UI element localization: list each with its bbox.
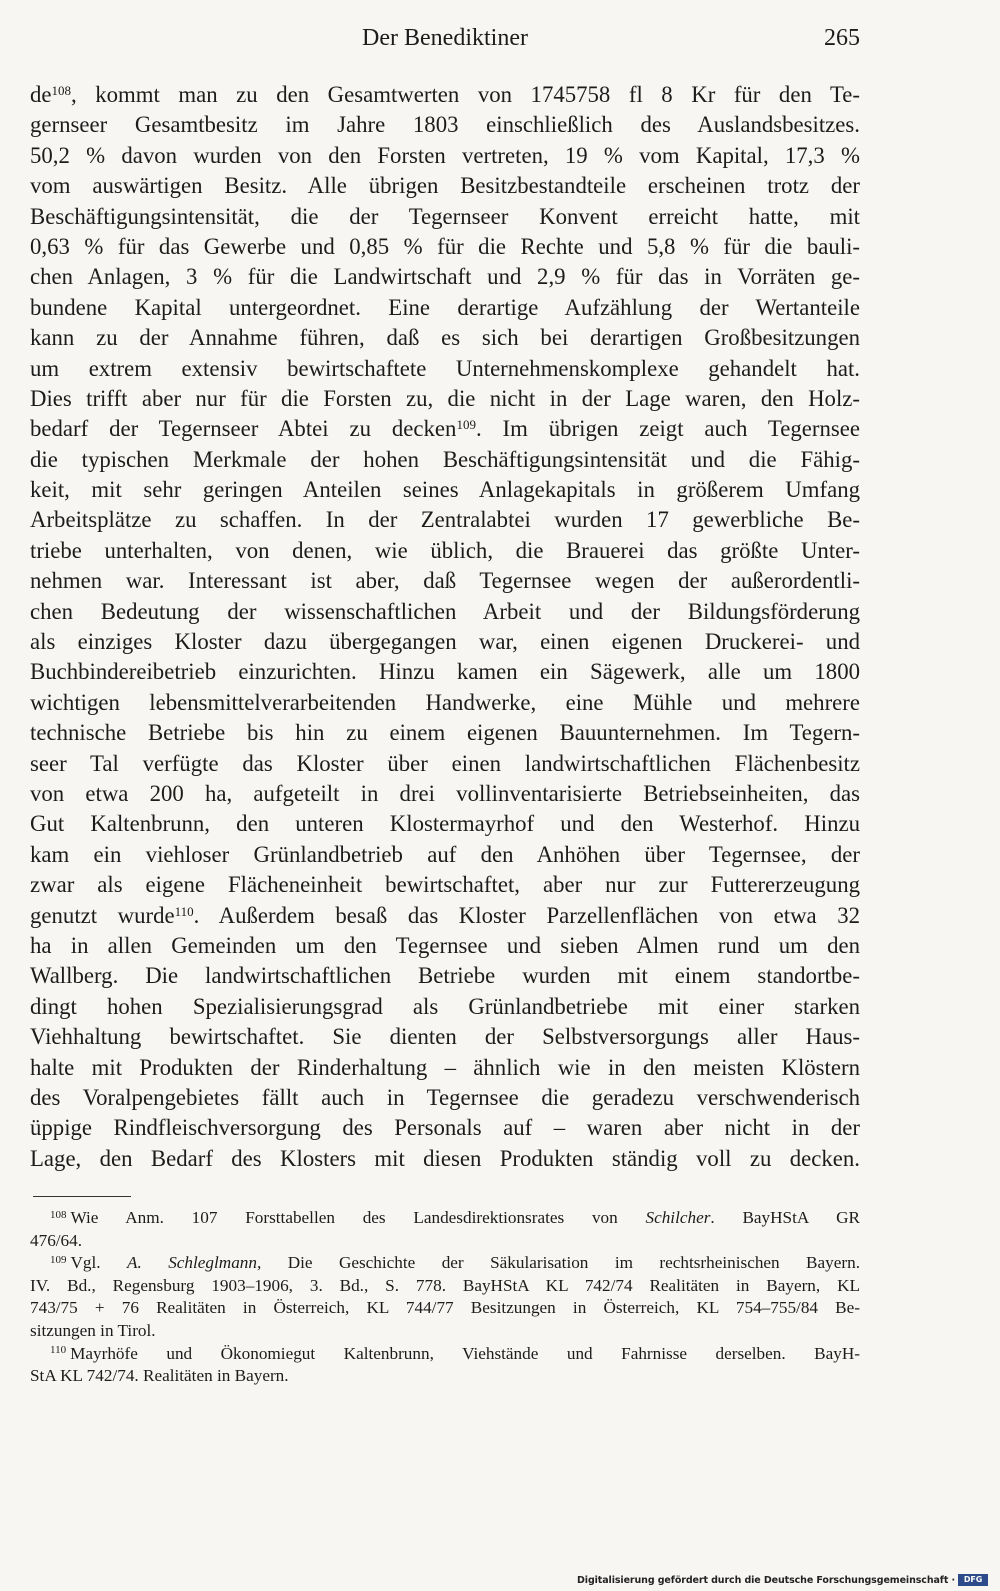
footnote-110: $^{110}$ Mayrhöfe und Ökonomiegut Kaltenbrunn, Viehstände und Fahrnisse derselben. BayH-	[50, 1343, 860, 1363]
text-line: nehmen war. Interessant ist aber, daß Tegernsee wegen der außerordentli-	[30, 568, 860, 594]
text-line: gernseer Gesamtbesitz im Jahre 1803 einschließlich des Auslandsbesitzes.	[30, 112, 860, 138]
text-line: Lage, den Bedarf des Klosters mit diesen Produkten ständig voll zu decken.	[30, 1145, 860, 1171]
text-line: als einziges Kloster dazu übergegangen war, einen eigenen Druckerei- und	[30, 629, 860, 655]
text-line: vom auswärtigen Besitz. Alle übrigen Besitzbestandteile erscheinen trotz der	[30, 173, 860, 199]
body-text	[30, 80, 860, 1174]
text-line: ha in allen Gemeinden um den Tegernsee und sieben Almen rund um den	[30, 932, 860, 958]
page-number: 265	[824, 25, 860, 51]
footnote-ref: 108	[51, 82, 72, 98]
footnote-108: $^{108}$ Wie Anm. 107 Forsttabellen des Landesdirektionsrates von Schilcher. BayHStA GR	[50, 1208, 860, 1227]
text-line: die typischen Merkmale der hohen Beschäftigungsintensität und die Fähig-	[30, 446, 860, 472]
text-line: kann zu der Annahme führen, daß es sich bei derartigen Großbesitzungen	[30, 325, 860, 351]
text-line: chen Bedeutung der wissenschaftlichen Arbeit und der Bildungsförderung	[30, 598, 860, 624]
footnotes	[30, 1207, 860, 1388]
text-line: triebe unterhalten, von denen, wie üblich, die Brauerei das größte Unter-	[30, 537, 860, 563]
digitization-credit	[577, 1573, 988, 1587]
running-title: Der Benediktiner	[362, 25, 528, 51]
footnote-line: sitzungen in Tirol.	[30, 1320, 156, 1340]
text-line: technische Betriebe bis hin zu einem eigenen Bauunternehmen. Im Tegern-	[30, 720, 860, 746]
footnote-line: 743/75 + 76 Realitäten in Österreich, KL 744/77 Besitzungen in Österreich, KL 754–755/84 Be-	[30, 1298, 860, 1318]
text-line: bundene Kapital untergeordnet. Eine derartige Aufzählung der Wertanteile	[30, 294, 860, 320]
text-line: Viehhaltung bewirtschaftet. Sie dienten der Selbstversorgungs aller Haus-	[30, 1024, 860, 1050]
text-line: Beschäftigungsintensität, die der Tegernseer Konvent erreicht hatte, mit	[30, 203, 860, 229]
text-line: zwar als eigene Flächeneinheit bewirtschaftet, aber nur zur Futtererzeugung	[30, 872, 860, 898]
text-line: $de^{108}$, kommt man zu den Gesamtwerten von 1745758 fl 8 Kr für den Te-	[30, 82, 860, 107]
footnote-line: IV. Bd., Regensburg 1903–1906, 3. Bd., S. 778. BayHStA KL 742/74 Realitäten in Bayern, KL	[30, 1275, 860, 1295]
text-line: halte mit Produkten der Rinderhaltung – ähnlich wie in den meisten Klöstern	[30, 1054, 860, 1080]
footnote-ref: 110	[174, 903, 194, 919]
footnote-109: $^{109}$ Vgl. A. Schleglmann, Die Geschichte der Säkularisation im rechtsrheinischen Bayern.	[50, 1253, 860, 1273]
text-line: dingt hohen Spezialisierungsgrad als Grünlandbetriebe mit einer starken	[30, 993, 860, 1019]
text-line: üppige Rindfleischversorgung des Personals auf – waren aber nicht in der	[30, 1115, 860, 1141]
footnote-line: 476/64.	[30, 1230, 83, 1250]
text-line: des Voralpengebietes fällt auch in Tegernsee die geradezu verschwenderisch	[30, 1084, 860, 1110]
footnote-rule	[33, 1196, 131, 1197]
text-line: wichtigen lebensmittelverarbeitenden Handwerke, eine Mühle und mehrere	[30, 689, 860, 715]
text-line: Buchbindereibetrieb einzurichten. Hinzu kamen ein Sägewerk, alle um 1800	[30, 659, 860, 685]
text-line: 0,63 % für das Gewerbe und 0,85 % für die Rechte und 5,8 % für die bauli-	[30, 233, 860, 259]
text-line: genutzt wurde$^{110}$. Außerdem besaß das Kloster Parzellenflächen von etwa 32	[30, 902, 860, 928]
text-line: um extrem extensiv bewirtschaftete Unternehmenskomplexe gehandelt hat.	[30, 355, 860, 381]
text-line: kam ein viehloser Grünlandbetrieb auf den Anhöhen über Tegernsee, der	[30, 841, 860, 867]
text-line: seer Tal verfügte das Kloster über einen landwirtschaftlichen Flächenbesitz	[30, 750, 860, 776]
text-line: Arbeitsplätze zu schaffen. In der Zentralabtei wurden 17 gewerbliche Be-	[30, 507, 860, 533]
text-line: von etwa 200 ha, aufgeteilt in drei vollinventarisierte Betriebseinheiten, das	[30, 780, 860, 806]
text-line: chen Anlagen, 3 % für die Landwirtschaft und 2,9 % für das in Vorräten ge-	[30, 264, 860, 290]
funding-note: Digitalisierung gefördert durch die Deutsche Forschungsgemeinschaft ·	[577, 1574, 955, 1586]
footnote-number: 110	[50, 1344, 67, 1357]
footnote-ref: 109	[456, 417, 476, 433]
text-line: 50,2 % davon wurden von den Forsten vertreten, 19 % vom Kapital, 17,3 %	[30, 142, 860, 168]
dfg-logo: DFG	[958, 1574, 988, 1586]
text-line: bedarf der Tegernseer Abtei zu decken$^{109}$. Im übrigen zeigt auch Tegernsee	[30, 416, 860, 442]
text-line: Wallberg. Die landwirtschaftlichen Betriebe wurden mit einem standortbe-	[30, 963, 860, 989]
text-line: Gut Kaltenbrunn, den unteren Klostermayrhof und den Westerhof. Hinzu	[30, 811, 860, 837]
text-line: keit, mit sehr geringen Anteilen seines Anlagekapitals in größerem Umfang	[30, 477, 860, 503]
footnote-line: StA KL 742/74. Realitäten in Bayern.	[30, 1366, 289, 1386]
footnote-number: 109	[50, 1253, 67, 1266]
running-head	[30, 22, 860, 54]
text-line: Dies trifft aber nur für die Forsten zu, die nicht in der Lage waren, den Holz-	[30, 385, 860, 411]
footnote-number: 108	[50, 1208, 67, 1221]
